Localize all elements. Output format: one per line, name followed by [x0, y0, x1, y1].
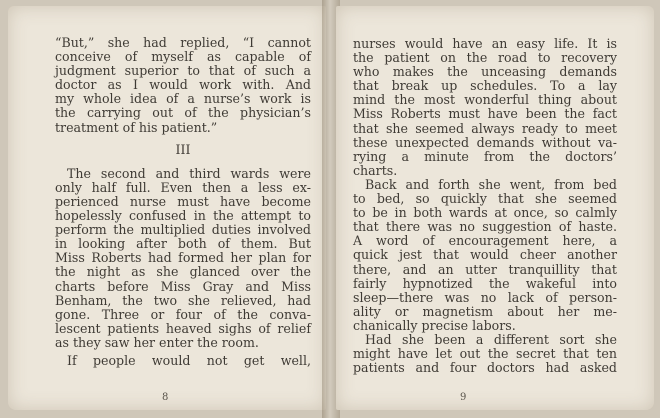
page-number: 8 [162, 392, 169, 403]
text-line: conceive of myself as capable of [55, 49, 311, 65]
text-line: Had she been a different sort she [365, 331, 617, 347]
text-line: judgment superior to that of such a [55, 63, 311, 79]
text-line: patients and four doctors had asked [353, 360, 617, 376]
text-line: gone. Three or four of the conva- [55, 306, 311, 322]
left-page [8, 6, 326, 410]
text-line: my whole idea of a nurse’s work is [55, 91, 311, 107]
text-line: perienced nurse must have become [55, 193, 311, 209]
section-heading: III [175, 141, 191, 157]
text-line: mind the most wonderful thing about [353, 92, 617, 108]
text-line: these unexpected demands without va- [353, 134, 617, 150]
right-page [336, 6, 654, 410]
text-line: rying a minute from the doctors’ [353, 148, 617, 164]
text-line: nurses would have an easy life. It is [353, 36, 617, 51]
text-line: that there was no suggestion of haste. [353, 219, 617, 235]
text-line: might have let out the secret that ten [353, 346, 617, 362]
page-number: 9 [460, 392, 467, 403]
text-line: only half full. Even then a less ex- [55, 179, 311, 195]
text-line: The second and third wards were [67, 165, 311, 181]
text-line: A word of encouragement here, a [353, 233, 617, 249]
text-line: ality or magnetism about her me- [353, 303, 617, 319]
text-line: If people would not get well, [67, 352, 311, 368]
text-line: hopelessly confused in the attempt to [55, 208, 311, 224]
text-line: perform the multiplied duties involved [55, 222, 311, 238]
text-line: Miss Roberts had formed her plan for [55, 250, 311, 266]
text-line: as they saw her enter the room. [55, 334, 259, 350]
text-line: there, and an utter tranquillity that [353, 261, 617, 277]
text-line: Benham, the two she relieved, had [55, 292, 311, 308]
text-line: that break up schedules. To a lay [353, 78, 617, 94]
text-line: the night as she glanced over the [55, 264, 311, 280]
right-page-text [353, 37, 617, 375]
text-line: the carrying out of the physician’s [55, 105, 311, 121]
text-line: treatment of his patient.” [55, 119, 218, 135]
text-line: who makes the unceasing demands [353, 64, 617, 80]
text-line: in looking after both of them. But [55, 236, 311, 252]
text-line: to be in both wards at once, so calmly [353, 205, 617, 221]
text-line: chanically precise labors. [353, 317, 516, 333]
text-line: charts. [353, 162, 398, 178]
text-line: sleep—there was no lack of person- [353, 289, 617, 305]
text-line: charts before Miss Gray and Miss [55, 278, 311, 294]
text-line: doctor as I would work with. And [55, 77, 311, 93]
text-line: to bed, so quickly that she seemed [353, 191, 617, 207]
text-line: Miss Roberts must have been the fact [353, 106, 617, 122]
left-page-text [55, 36, 311, 368]
text-line: Back and forth she went, from bed [365, 176, 617, 192]
text-line: “But,” she had replied, “I cannot [55, 35, 311, 50]
text-line: lescent patients heaved sighs of relief [55, 320, 311, 336]
text-line: quick jest that would cheer another [353, 247, 617, 263]
text-line: fairly hypnotized the wakeful into [353, 275, 617, 291]
text-line: the patient on the road to recovery [353, 50, 617, 66]
text-line: that she seemed always ready to meet [353, 120, 617, 136]
